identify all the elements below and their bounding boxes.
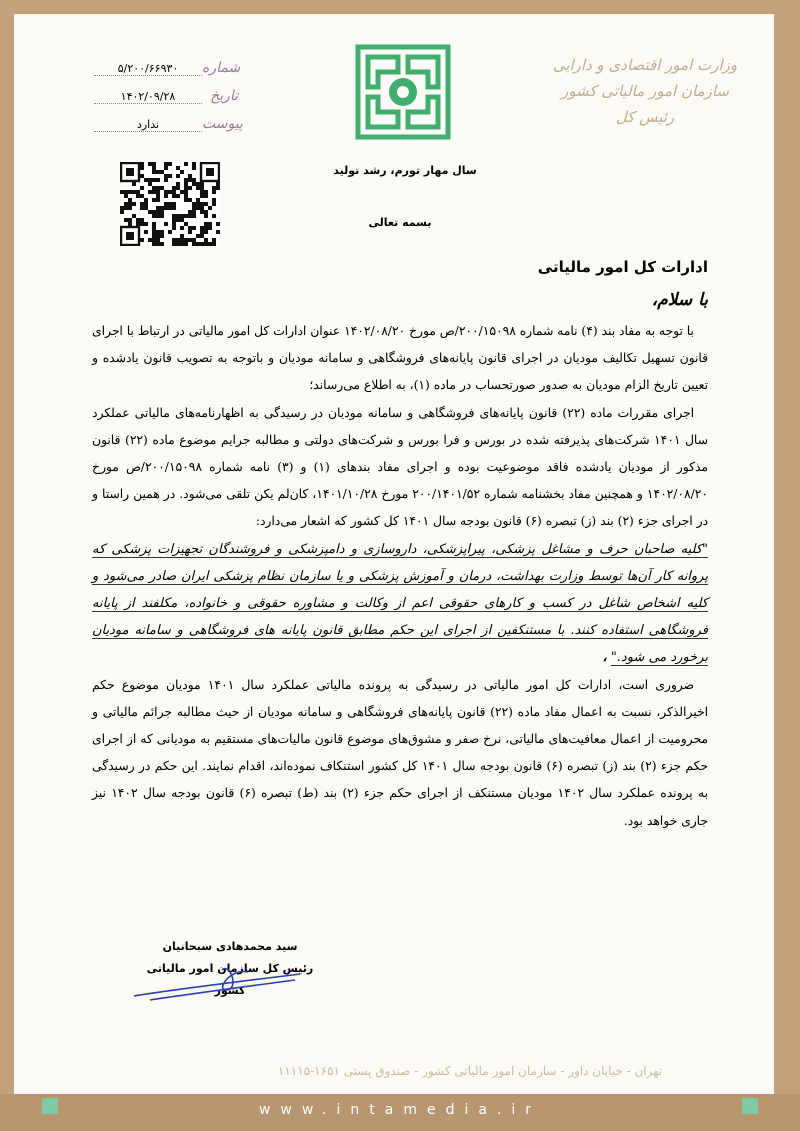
attachment-row <box>88 116 243 144</box>
attachment-value: ندارد <box>94 118 202 132</box>
date-label: تاریخ <box>210 88 238 104</box>
accent-square-right <box>742 1098 758 1114</box>
organization-line: سازمان امور مالیاتی کشور <box>561 82 729 100</box>
position-line: رئیس کل <box>615 108 675 126</box>
footer-url: www.intamedia.ir <box>258 1102 542 1118</box>
tax-organization-logo <box>353 42 453 142</box>
paragraph-3: ضروری است، ادارات کل امور مالیاتی در رسیدگی به پرونده مالیاتی عملکرد سال ۱۴۰۱ مودیان موضوع حکم اخیرالذکر، نسبت به اعمال مفاد ماده (۲۲) قانون پایانه‌های فروشگاهی و سامانه مودیان از حیث مطالبه جرائم مالیاتی و محرومیت از اعمال معافیت‌های مالیاتی، نرخ صفر و مشوق‌های موضوع قانون مالیات‌های مستقیم به مودیانی که از اجرای حکم جزء (۲) بند (ز) تبصره (۶) قانون بودجه سال ۱۴۰۱ کل کشور استنکاف نموده‌اند، اقدام نمایند. این حکم در رسیدگی به پرونده عملکرد سال ۱۴۰۲ مودیان مستنکف از اجرای حکم جزء (۲) بند (ط) تبصره (۶) قانون بودجه سال ۱۴۰۲ نیز جاری خواهد بود. <box>92 677 709 828</box>
signer-name: سید محمدهادی سبحانیان <box>162 940 298 953</box>
signer-title: رئیس کل سازمان امور مالیاتی کشور <box>146 962 314 997</box>
paragraph-1: با توجه به مفاد بند (۴) نامه شماره ۲۰۰/۱۵۰۹۸/ص مورخ ۱۴۰۲/۰۸/۲۰ عنوان ادارات کل امور مالیاتی در ارتباط با اجرای قانون تسهیل تکالیف مودیان در اجرای قانون پایانه‌های فروشگاهی و سامانه مودیان و باتوجه به تصویب قانون یادشده و تعیین تاریخ الزام مودیان به صدور صورتحساب در ماده (۱)، به اطلاع می‌رساند؛ <box>92 324 708 393</box>
letter-body <box>92 318 708 835</box>
paragraph-2: اجرای مقررات ماده (۲۲) قانون پایانه‌های فروشگاهی و سامانه مودیان در رسیدگی به اظهارنامه‌های مالیاتی عملکرد سال ۱۴۰۱ شرکت‌های پذیرفته شده در بورس و فرا بورس و شرکت‌های دولتی و مطالبه جرایم موضوع ماده (۲۲) قانون مذکور از مودیان یادشده فاقد موضوعیت بوده و اجرای مفاد بندهای (۱) و (۳) نامه شماره ۲۰۰/۱۵۰۹۸/ص مورخ ۱۴۰۲/۰۸/۲۰ و همچنین مفاد بخشنامه شماره ۲۰۰/۱۴۰۱/۵۲ مورخ ۱۴۰۱/۱۰/۲۸، کان‌لم یکن تلقی می‌شود. در همین راستا و در اجرای جزء (۲) بند (ز) تبصره (۶) قانون بودجه سال ۱۴۰۱ کل کشور که اشعار می‌دارد: <box>92 405 708 529</box>
year-slogan: سال مهار تورم، رشد تولید <box>333 164 477 177</box>
number-row <box>88 60 241 88</box>
letter-number: ۵/۲۰۰/۶۶۹۳۰ <box>94 62 202 76</box>
date-row <box>88 88 238 116</box>
handwritten-signature <box>130 960 310 1004</box>
postal-address: تهران - خیابان داور - سازمان امور مالیاتی کشور - صندوق پستی ۱۶۵۱-۱۱۱۱۵ <box>277 1064 663 1078</box>
attachment-label: پیوست <box>202 116 243 132</box>
quote-text: "کلیه صاحبان حرف و مشاغل پزشکی، پیراپزشکی، داروسازی و دامپزشکی و فروشندگان تجهیزات پزشکی که پروانه کار آن‌ها توسط وزارت بهداشت، درمان و آموزش پزشکی و یا سازمان نظام پزشکی ایران صادر می‌شود و کلیه اشخاص شاغل در کسب و کارهای حقوقی اعم از وکالت و مشاوره حقوقی و خانواده، مکلفند از پایانه فروشگاهی استفاده کنند. با مستنکفین از اجرای این حکم مطابق قانون پایانه های فروشگاهی و سامانه مودیان برخورد می شود." <box>92 541 708 666</box>
letter-date: ۱۴۰۲/۰۹/۲۸ <box>94 90 202 104</box>
number-label: شماره <box>202 60 241 76</box>
accent-square-left <box>42 1098 58 1114</box>
ministry-header <box>530 52 760 130</box>
greeting: با سلام، <box>651 290 708 310</box>
quote-tail: ، <box>602 650 607 666</box>
addressee: ادارات کل امور مالیاتی <box>537 258 708 276</box>
ministry-line: وزارت امور اقتصادی و دارایی <box>552 56 738 74</box>
letter-metadata <box>88 60 243 144</box>
qr-code <box>120 162 220 246</box>
bismillah: بسمه تعالی <box>368 216 432 229</box>
quoted-clause <box>92 536 708 672</box>
